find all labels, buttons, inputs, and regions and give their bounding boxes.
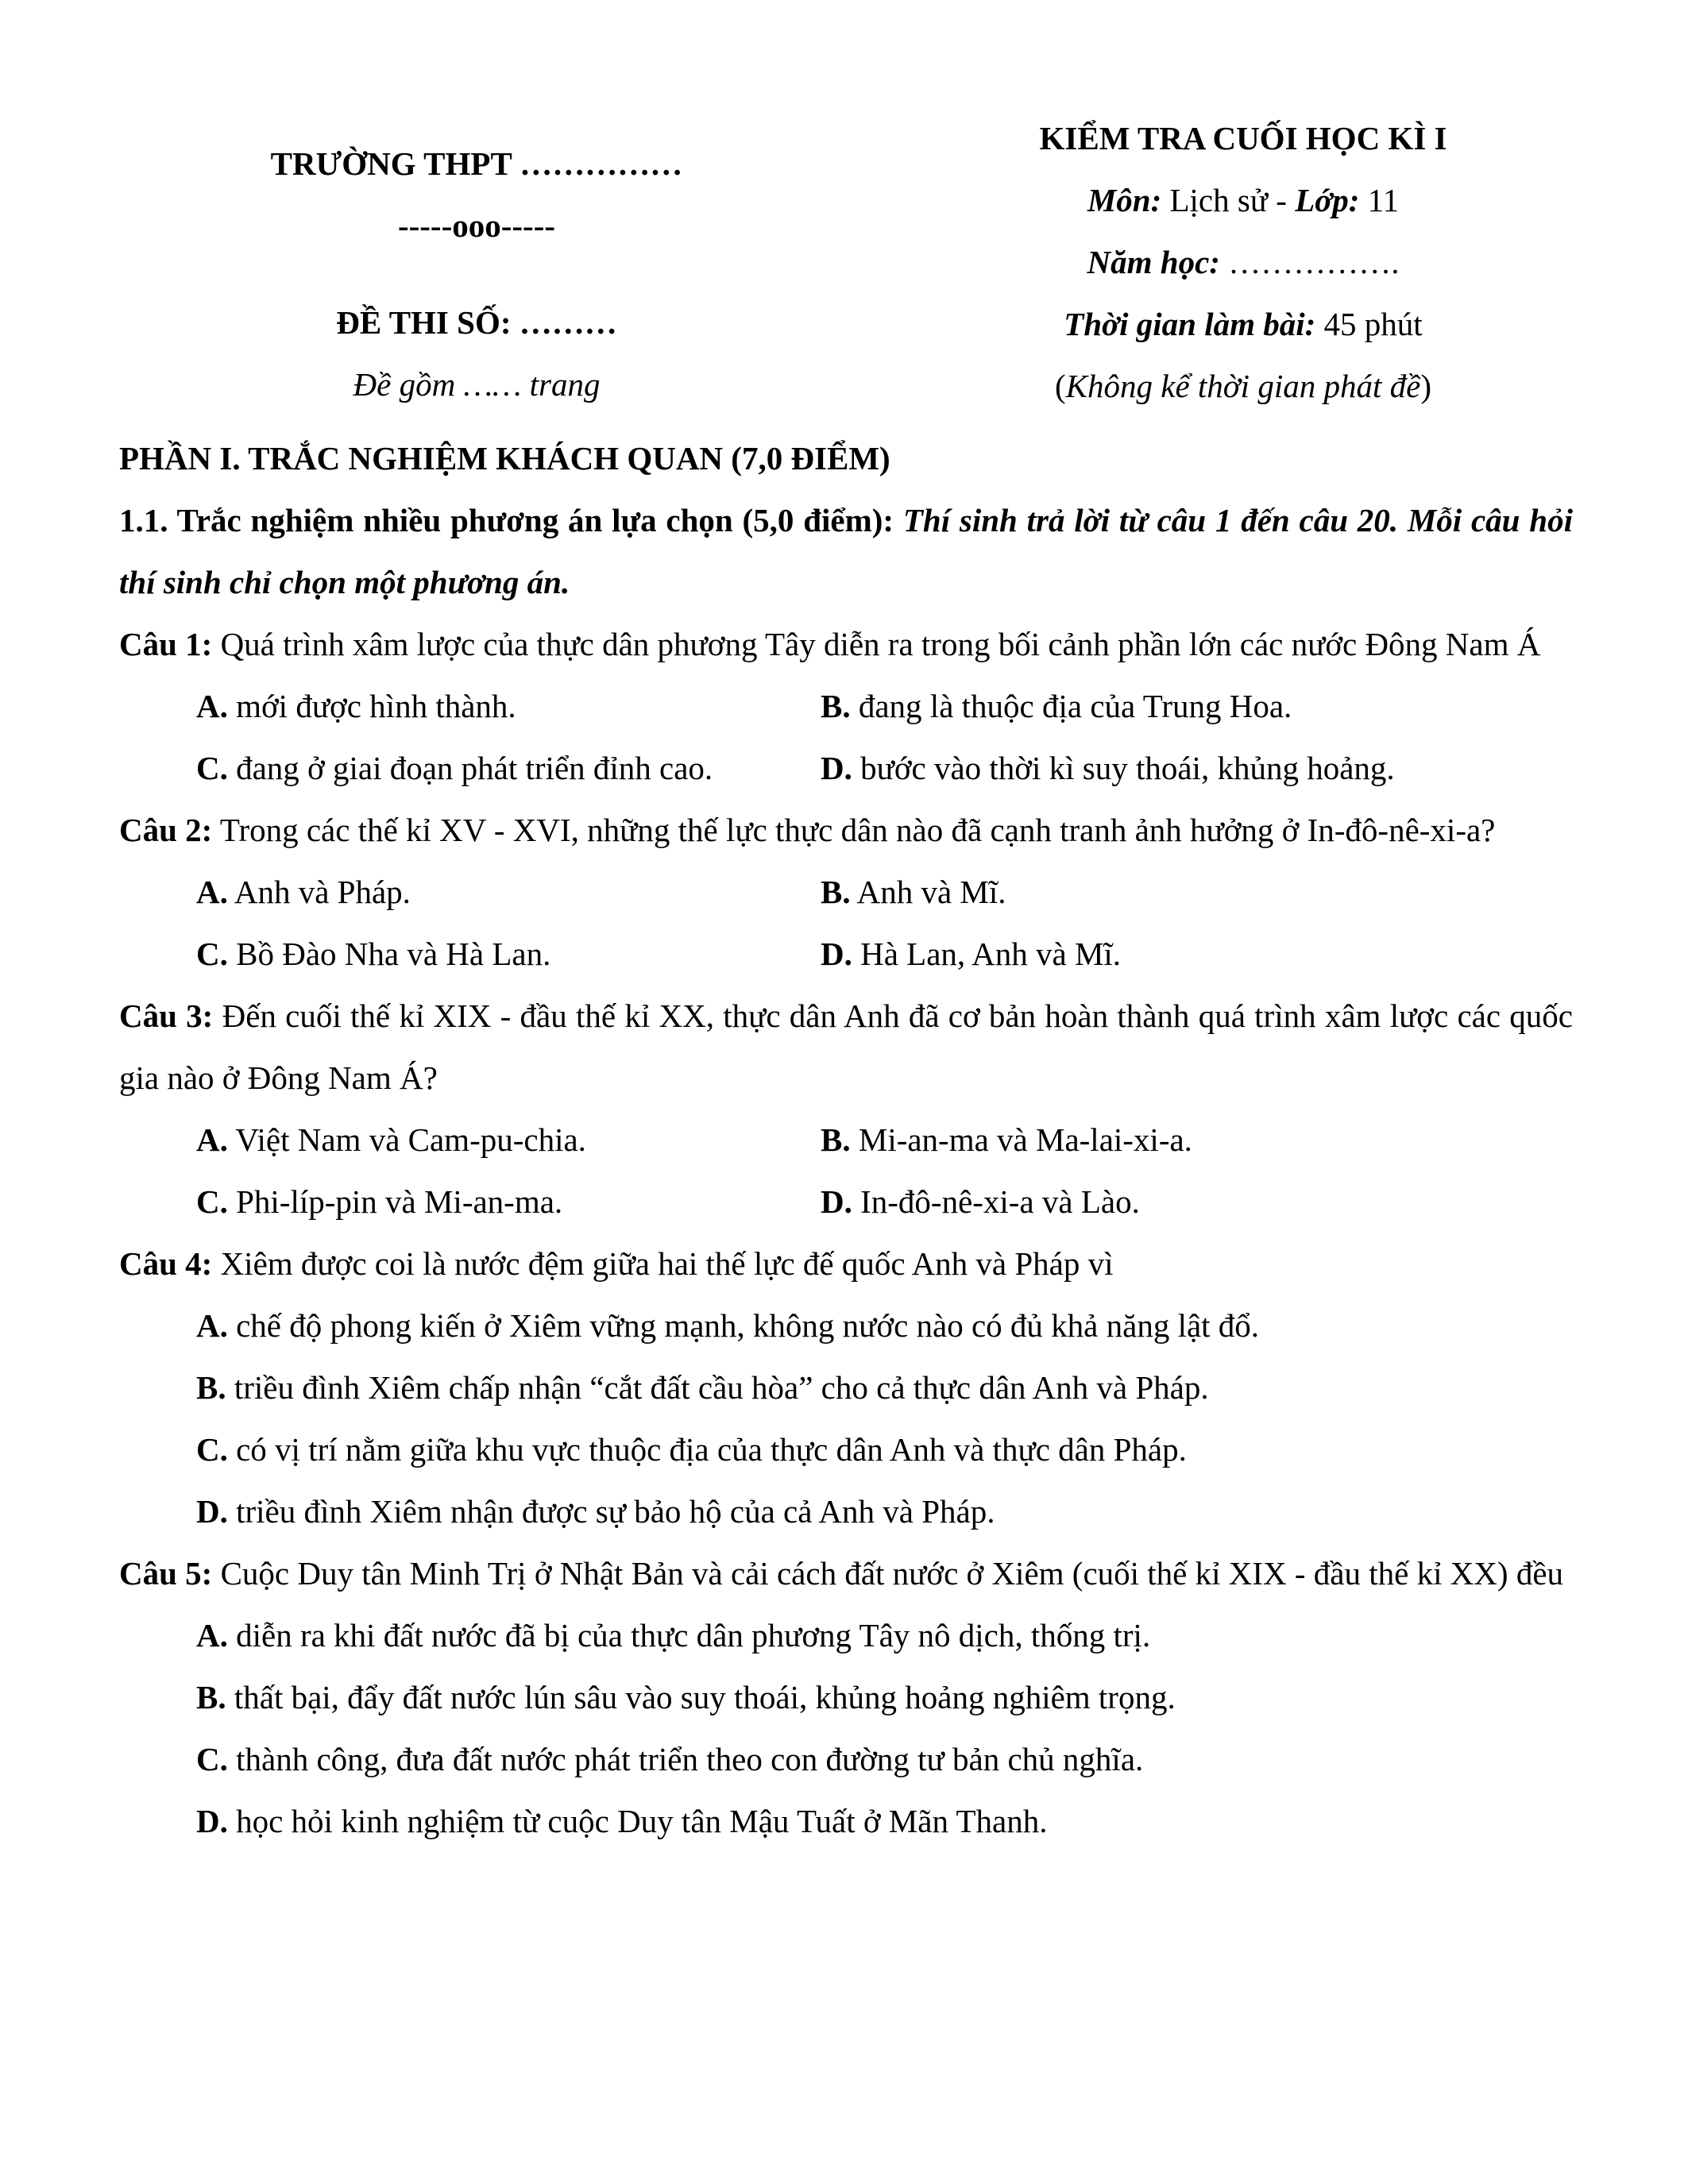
exam-title: KIỂM TRA CUỐI HỌC KÌ I xyxy=(1039,120,1447,156)
option-b: B. triều đình Xiêm chấp nhận “cắt đất cầu hòa” cho cả thực dân Anh và Pháp. xyxy=(196,1369,1209,1406)
question-stem xyxy=(119,1542,1573,1604)
question-label: Câu 3: xyxy=(119,997,214,1034)
question xyxy=(119,613,1573,799)
exam-header xyxy=(119,105,1573,423)
subject-label: Môn: xyxy=(1087,182,1162,218)
year-label: Năm học: xyxy=(1087,244,1220,280)
question-label: Câu 5: xyxy=(119,1555,213,1592)
subject-value: Lịch sử - xyxy=(1161,182,1296,218)
option-a: A. mới được hình thành. xyxy=(196,688,516,724)
sub-section-instruction: Thí sinh trả lời từ câu 1 đến câu 20. Mỗi câu hỏi thí sinh chỉ chọn một phương án. xyxy=(119,502,1573,600)
time-value: 45 phút xyxy=(1315,306,1423,342)
question-stem xyxy=(119,613,1573,675)
option-c: C. có vị trí nằm giữa khu vực thuộc địa của thực dân Anh và thực dân Pháp. xyxy=(196,1431,1187,1468)
exam-content xyxy=(119,427,1573,1852)
sub-section xyxy=(119,489,1573,613)
option-grid xyxy=(119,1109,1573,1233)
year-value: ……………. xyxy=(1219,244,1400,280)
question xyxy=(119,1542,1573,1852)
subject-line xyxy=(914,181,1573,219)
question-label: Câu 4: xyxy=(119,1245,213,1282)
option-b: B. Anh và Mĩ. xyxy=(821,874,1006,910)
question-stem xyxy=(119,985,1573,1109)
option-c: C. đang ở giai đoạn phát triển đỉnh cao. xyxy=(196,750,713,786)
option-b: B. thất bại, đẩy đất nước lún sâu vào suy thoái, khủng hoảng nghiêm trọng. xyxy=(196,1679,1176,1715)
page-count: Đề gồm …… trang xyxy=(353,366,601,403)
time-note: Không kể thời gian phát đề xyxy=(1065,368,1421,404)
time-note-line xyxy=(914,367,1573,405)
time-note-open: ( xyxy=(1055,368,1066,404)
option-a: A. chế độ phong kiến ở Xiêm vững mạnh, không nước nào có đủ khả năng lật đổ. xyxy=(196,1307,1260,1344)
exam-code: ĐỀ THI SỐ: ……… xyxy=(336,304,617,341)
question-label: Câu 1: xyxy=(119,626,213,662)
question-text: Trong các thế kỉ XV - XVI, những thế lực thực dân nào đã cạnh tranh ảnh hưởng ở In-đô-nê-xi-a? xyxy=(212,812,1496,848)
school-year-line xyxy=(914,243,1573,281)
question xyxy=(119,799,1573,985)
school-name: TRƯỜNG THPT …………… xyxy=(270,145,683,182)
class-value: 11 xyxy=(1359,182,1400,218)
option-d: D. học hỏi kinh nghiệm từ cuộc Duy tân Mậu Tuất ở Mãn Thanh. xyxy=(196,1803,1048,1839)
option-d: D. In-đô-nê-xi-a và Lào. xyxy=(821,1183,1140,1220)
question-label: Câu 2: xyxy=(119,812,213,848)
duration-line xyxy=(914,305,1573,343)
option-b: B. đang là thuộc địa của Trung Hoa. xyxy=(821,688,1292,724)
option-d: D. triều đình Xiêm nhận được sự bảo hộ của cả Anh và Pháp. xyxy=(196,1493,995,1530)
option-c: C. thành công, đưa đất nước phát triển theo con đường tư bản chủ nghĩa. xyxy=(196,1741,1144,1777)
question xyxy=(119,1233,1573,1542)
sub-section-title: 1.1. Trắc nghiệm nhiều phương án lựa chọn (5,0 điểm): xyxy=(119,502,903,538)
option-a: A. Anh và Pháp. xyxy=(196,874,411,910)
question-stem xyxy=(119,1233,1573,1295)
option-a: A. diễn ra khi đất nước đã bị của thực dân phương Tây nô dịch, thống trị. xyxy=(196,1617,1151,1653)
option-b: B. Mi-an-ma và Ma-lai-xi-a. xyxy=(821,1121,1192,1158)
question-text: Đến cuối thế kỉ XIX - đầu thế kỉ XX, thực dân Anh đã cơ bản hoàn thành quá trình xâm lược các quốc gia nào ở Đông Nam Á? xyxy=(119,997,1573,1096)
option-d: D. bước vào thời kì suy thoái, khủng hoảng. xyxy=(821,750,1395,786)
option-grid xyxy=(119,861,1573,985)
section-title: PHẦN I. TRẮC NGHIỆM KHÁCH QUAN (7,0 ĐIỂM) xyxy=(119,440,890,477)
header-divider: -----ooo----- xyxy=(397,207,556,244)
question-stem xyxy=(119,799,1573,861)
option-grid xyxy=(119,675,1573,799)
question-text: Cuộc Duy tân Minh Trị ở Nhật Bản và cải cách đất nước ở Xiêm (cuối thế kỉ XIX - đầu thế kỉ XX) đều xyxy=(212,1555,1564,1592)
option-c: C. Bồ Đào Nha và Hà Lan. xyxy=(196,936,551,972)
option-d: D. Hà Lan, Anh và Mĩ. xyxy=(821,936,1122,972)
question-text: Xiêm được coi là nước đệm giữa hai thế lực đế quốc Anh và Pháp vì xyxy=(212,1245,1114,1282)
question-text: Quá trình xâm lược của thực dân phương Tây diễn ra trong bối cảnh phần lớn các nước Đông Nam Á xyxy=(212,626,1541,662)
time-label: Thời gian làm bài: xyxy=(1064,306,1316,342)
option-a: A. Việt Nam và Cam-pu-chia. xyxy=(196,1121,586,1158)
time-note-close: ) xyxy=(1420,368,1431,404)
question xyxy=(119,985,1573,1233)
class-label: Lớp: xyxy=(1295,182,1360,218)
option-c: C. Phi-líp-pin và Mi-an-ma. xyxy=(196,1183,563,1220)
